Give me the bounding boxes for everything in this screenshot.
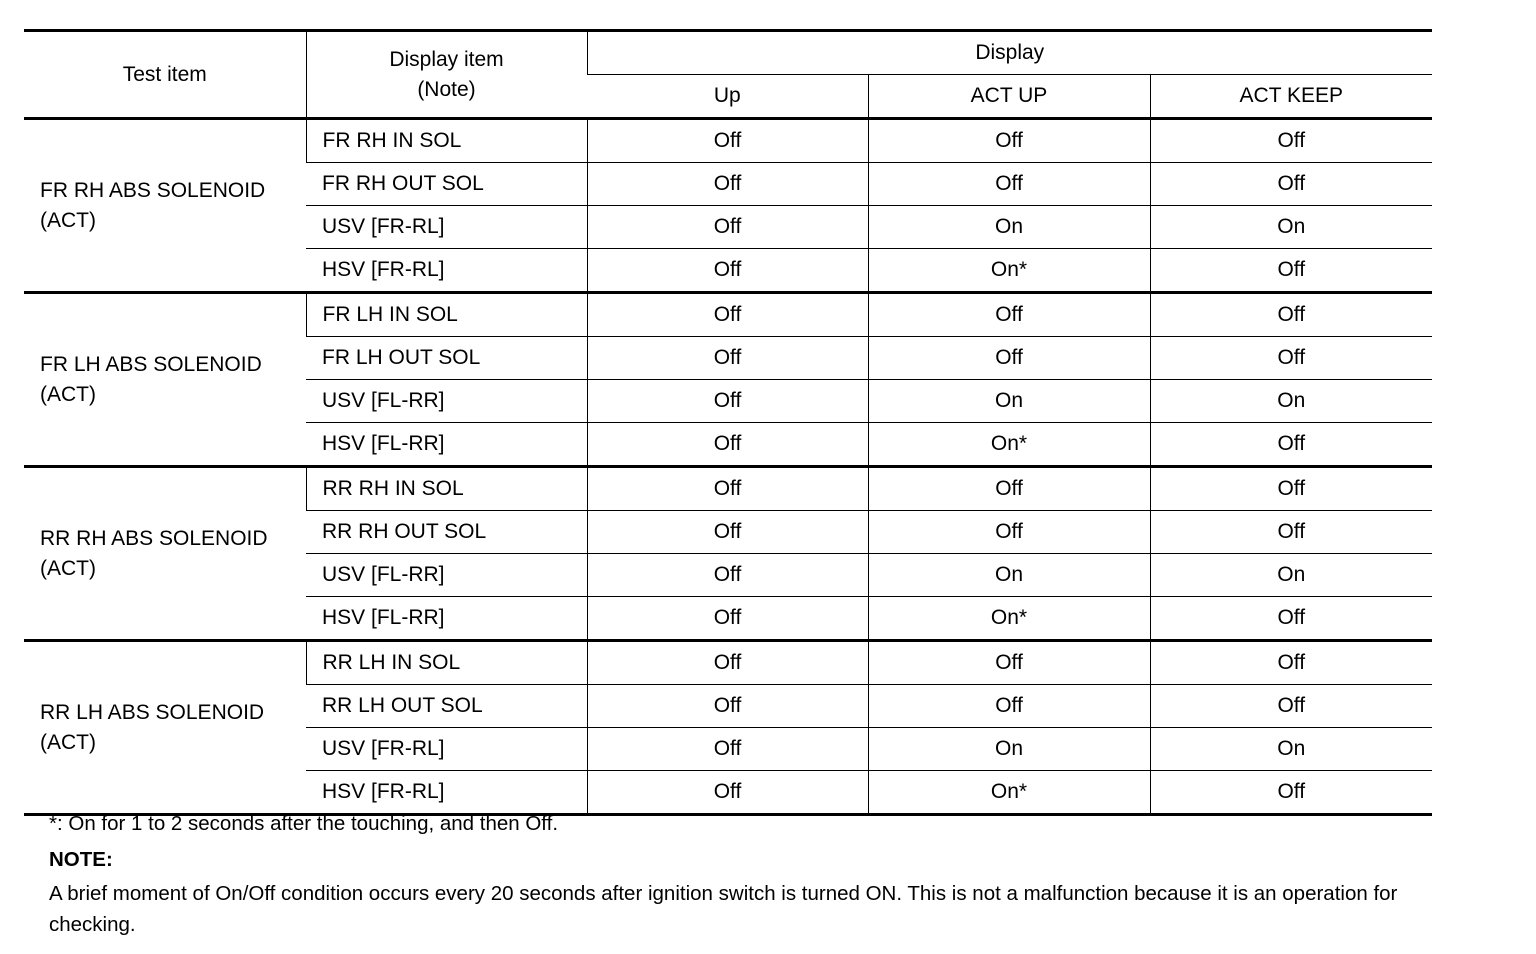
up-value-cell: Off [587, 641, 868, 685]
act-up-value-cell: Off [868, 467, 1150, 511]
up-value-cell: Off [587, 423, 868, 467]
display-item-cell: HSV [FL-RR] [306, 597, 587, 641]
act-keep-value-cell: On [1150, 554, 1432, 597]
test-item-line1: RR RH ABS SOLENOID [40, 526, 268, 550]
act-up-value-cell: Off [868, 163, 1150, 206]
act-up-value-cell: Off [868, 641, 1150, 685]
up-value-cell: Off [587, 337, 868, 380]
test-item-line2: (ACT) [40, 382, 96, 406]
up-value-cell: Off [587, 685, 868, 728]
note-body: A brief moment of On/Off condition occurs every 20 seconds after ignition switch is turned ON. This is not a malfunction because it is an operation for checking. [49, 882, 1398, 936]
act-up-value-cell: On [868, 380, 1150, 423]
table-body [24, 119, 1432, 815]
up-value-cell: Off [587, 467, 868, 511]
act-up-value-cell: Off [868, 337, 1150, 380]
test-item-line2: (ACT) [40, 556, 96, 580]
display-item-cell: USV [FL-RR] [306, 554, 587, 597]
header-test-item: Test item [24, 31, 306, 119]
display-item-cell: RR LH OUT SOL [306, 685, 587, 728]
display-item-cell: RR LH IN SOL [306, 641, 587, 685]
up-value-cell: Off [587, 163, 868, 206]
act-up-value-cell: On [868, 206, 1150, 249]
act-up-value-cell: On* [868, 423, 1150, 467]
display-item-cell: HSV [FR-RL] [306, 771, 587, 815]
solenoid-display-table [24, 29, 1432, 816]
note-title: NOTE: [49, 848, 113, 871]
test-item-cell [24, 467, 306, 641]
display-item-cell: RR RH IN SOL [306, 467, 587, 511]
act-keep-value-cell: Off [1150, 423, 1432, 467]
header-col-act-up: ACT UP [868, 75, 1150, 119]
display-item-cell: USV [FR-RL] [306, 206, 587, 249]
test-item-cell [24, 293, 306, 467]
act-up-value-cell: Off [868, 511, 1150, 554]
act-up-value-cell: Off [868, 293, 1150, 337]
table-row [24, 467, 1432, 511]
header-col-up: Up [587, 75, 868, 119]
display-item-cell: HSV [FR-RL] [306, 249, 587, 293]
up-value-cell: Off [587, 771, 868, 815]
up-value-cell: Off [587, 554, 868, 597]
table-row [24, 641, 1432, 685]
act-keep-value-cell: Off [1150, 249, 1432, 293]
test-item-line2: (ACT) [40, 208, 96, 232]
test-item-line1: FR RH ABS SOLENOID [40, 178, 266, 202]
act-up-value-cell: On* [868, 249, 1150, 293]
header-display: Display [587, 31, 1432, 75]
act-keep-value-cell: Off [1150, 511, 1432, 554]
act-up-value-cell: Off [868, 119, 1150, 163]
header-display-item [306, 31, 587, 119]
display-item-cell: FR RH IN SOL [306, 119, 587, 163]
header-display-item-line1: Display item [389, 47, 504, 71]
act-up-value-cell: On* [868, 597, 1150, 641]
act-keep-value-cell: Off [1150, 337, 1432, 380]
header-display-item-line2: (Note) [417, 77, 476, 101]
act-keep-value-cell: Off [1150, 467, 1432, 511]
display-item-cell: FR LH OUT SOL [306, 337, 587, 380]
test-item-line1: RR LH ABS SOLENOID [40, 700, 265, 724]
act-up-value-cell: On* [868, 771, 1150, 815]
test-item-line2: (ACT) [40, 730, 96, 754]
display-item-cell: FR LH IN SOL [306, 293, 587, 337]
up-value-cell: Off [587, 249, 868, 293]
display-item-cell: USV [FR-RL] [306, 728, 587, 771]
up-value-cell: Off [587, 597, 868, 641]
act-up-value-cell: On [868, 554, 1150, 597]
table-row [24, 119, 1432, 163]
act-keep-value-cell: Off [1150, 597, 1432, 641]
act-keep-value-cell: Off [1150, 293, 1432, 337]
up-value-cell: Off [587, 206, 868, 249]
act-keep-value-cell: Off [1150, 685, 1432, 728]
act-keep-value-cell: On [1150, 380, 1432, 423]
act-keep-value-cell: On [1150, 206, 1432, 249]
act-keep-value-cell: Off [1150, 771, 1432, 815]
act-keep-value-cell: Off [1150, 119, 1432, 163]
display-item-cell: FR RH OUT SOL [306, 163, 587, 206]
act-keep-value-cell: Off [1150, 163, 1432, 206]
test-item-line1: FR LH ABS SOLENOID [40, 352, 262, 376]
act-keep-value-cell: On [1150, 728, 1432, 771]
up-value-cell: Off [587, 293, 868, 337]
notes-section [49, 808, 1449, 940]
up-value-cell: Off [587, 728, 868, 771]
display-item-cell: RR RH OUT SOL [306, 511, 587, 554]
act-keep-value-cell: Off [1150, 641, 1432, 685]
test-item-cell [24, 119, 306, 293]
up-value-cell: Off [587, 511, 868, 554]
up-value-cell: Off [587, 119, 868, 163]
header-col-act-keep: ACT KEEP [1150, 75, 1432, 119]
test-item-cell [24, 641, 306, 815]
up-value-cell: Off [587, 380, 868, 423]
act-up-value-cell: Off [868, 685, 1150, 728]
display-item-cell: USV [FL-RR] [306, 380, 587, 423]
act-up-value-cell: On [868, 728, 1150, 771]
footnote: *: On for 1 to 2 seconds after the touching, and then Off. [49, 812, 559, 835]
display-item-cell: HSV [FL-RR] [306, 423, 587, 467]
table-row [24, 293, 1432, 337]
